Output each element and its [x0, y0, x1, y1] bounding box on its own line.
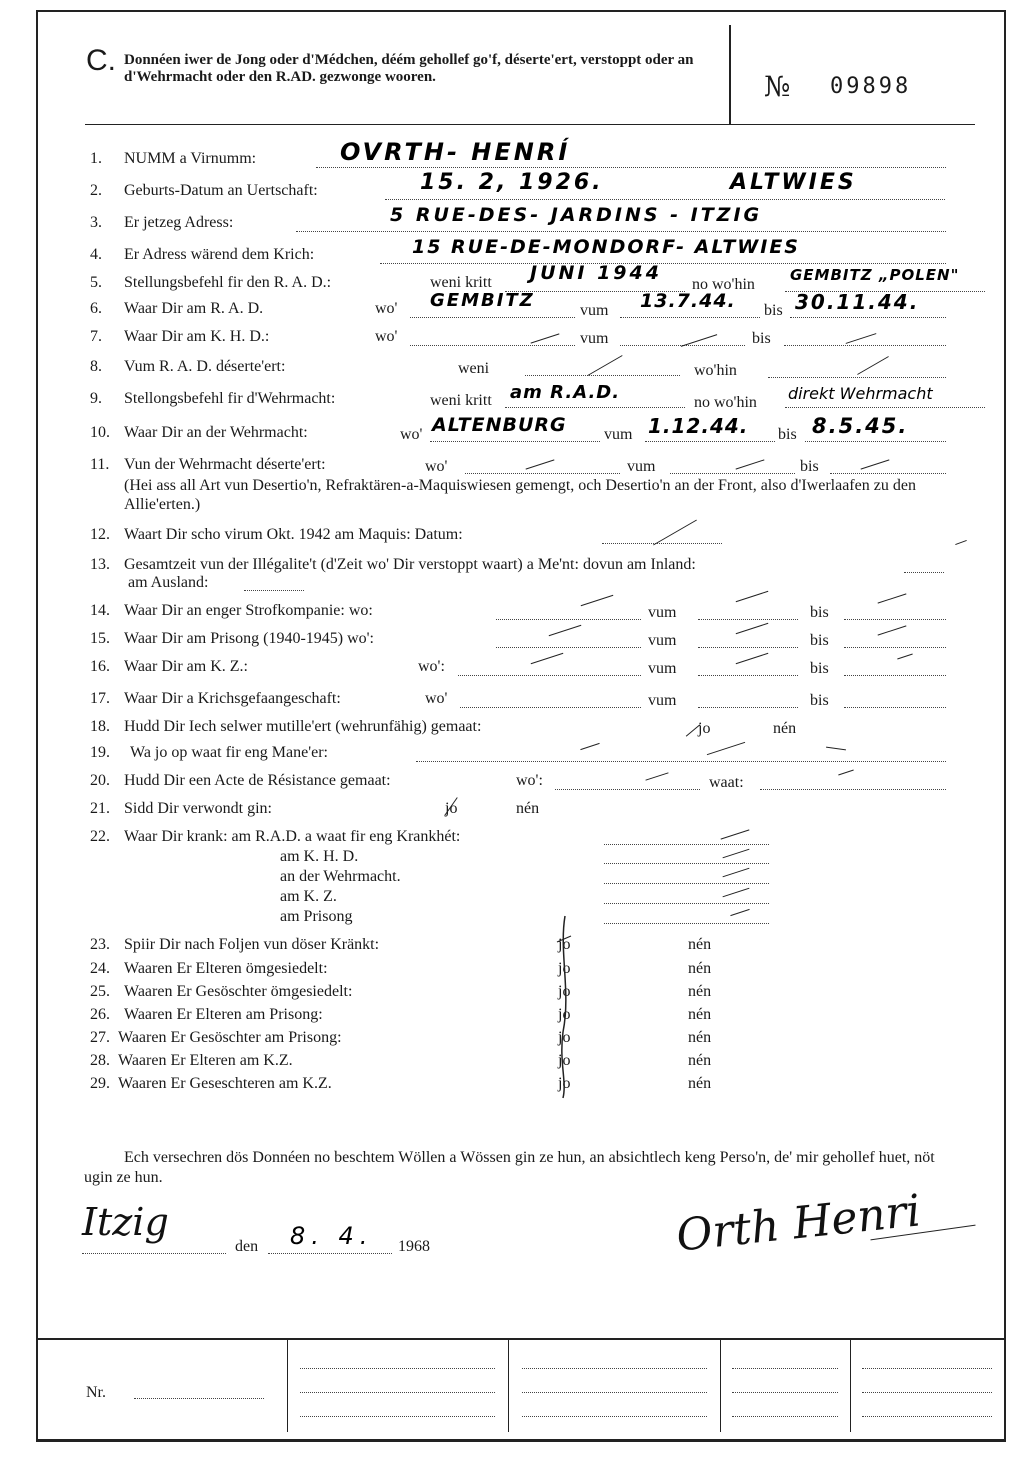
row-16-vum: vum	[648, 660, 677, 677]
row-18-jo[interactable]: jo	[698, 720, 711, 737]
row-23-jo[interactable]: jo	[558, 936, 571, 953]
row-11-line-b	[670, 473, 795, 474]
row-13-number: 13.	[90, 556, 110, 573]
row-6-line-b	[620, 317, 760, 318]
row-9-weni: weni kritt	[430, 392, 492, 409]
row-17-label: Waar Dir a Krichsgefaangeschaft:	[124, 690, 341, 707]
footer-line-b1	[522, 1368, 707, 1369]
footer-line-a2	[300, 1392, 495, 1393]
year-label: 1968	[398, 1238, 430, 1255]
place-line	[82, 1253, 226, 1254]
row-2-line	[385, 199, 945, 200]
footer-line-c2	[732, 1392, 838, 1393]
row-20-label: Hudd Dir een Acte de Résistance gemaat:	[124, 772, 391, 789]
row-6-label: Waar Dir am R. A. D.	[124, 300, 264, 317]
row-16-label: Waar Dir am K. Z.:	[124, 658, 248, 675]
row-21-jo[interactable]: jo	[445, 800, 458, 817]
row-21-label: Sidd Dir verwondt gin:	[124, 800, 272, 817]
den-label: den	[235, 1238, 259, 1255]
row-4-value[interactable]: 15 RUE-DE-MONDORF- ALTWIES	[412, 236, 800, 258]
footer-nr-label: Nr.	[86, 1384, 106, 1401]
row-7-line-c	[784, 345, 946, 346]
row-22-sub-4: am Prisong	[280, 908, 353, 925]
row-24-number: 24.	[90, 960, 110, 977]
footer-line-c3	[732, 1416, 838, 1417]
section-letter: C.	[86, 44, 116, 77]
row-26-jo[interactable]: jo	[558, 1006, 571, 1023]
row-14-line-c	[844, 619, 946, 620]
row-11-vum: vum	[627, 458, 656, 475]
row-25-jo[interactable]: jo	[558, 983, 571, 1000]
row-20-line-b	[760, 789, 946, 790]
row-23-nen[interactable]: nén	[688, 936, 712, 953]
row-9-line-b	[785, 407, 985, 408]
row-23-label: Spiir Dir nach Foljen vun döser Kränkt:	[124, 936, 380, 953]
row-4-line	[380, 263, 946, 264]
row-10-from[interactable]: 1.12.44.	[648, 414, 749, 438]
row-4-number: 4.	[90, 246, 102, 263]
row-15-line-b	[698, 647, 798, 648]
form-number: 09898	[830, 74, 912, 99]
row-20-wo: wo':	[516, 772, 543, 789]
row-15-line-c	[844, 647, 946, 648]
row-18-number: 18.	[90, 718, 110, 735]
footer-line-d2	[862, 1392, 992, 1393]
row-15-label: Waar Dir am Prisong (1940-1945) wo':	[124, 630, 374, 647]
row-16-number: 16.	[90, 658, 110, 675]
row-13-line-b	[244, 590, 304, 591]
footer-nr-line	[134, 1398, 264, 1399]
row-4-label: Er Adress wärend dem Krich:	[124, 246, 315, 263]
row-15-line-a	[496, 647, 641, 648]
row-16-line-c	[844, 675, 946, 676]
row-15-vum: vum	[648, 632, 677, 649]
row-22-sub-1: am K. H. D.	[280, 848, 359, 865]
row-14-vum: vum	[648, 604, 677, 621]
row-20-line-a	[555, 789, 700, 790]
row-6-bis: bis	[764, 302, 783, 319]
row-14-number: 14.	[90, 602, 110, 619]
row-8-line-a	[525, 375, 680, 376]
header-rule	[85, 124, 975, 125]
footer-line-c1	[732, 1368, 838, 1369]
row-10-label: Waar Dir an der Wehrmacht:	[124, 424, 308, 441]
footer-line-a3	[300, 1416, 495, 1417]
footer-line-d3	[862, 1416, 992, 1417]
jo-column-mark	[545, 912, 585, 1102]
footer-line-a1	[300, 1368, 495, 1369]
row-27-jo[interactable]: jo	[558, 1029, 571, 1046]
declaration-text: Ech versechren dös Donnéen no beschtem Wöllen a Wössen gin ze hun, an absichtlech keng Perso'n, de' mir gehollef huet, nöt ugin ze hun.	[84, 1149, 935, 1186]
row-13-label: Gesamtzeit vun der Illégalite't (d'Zeit wo' Dir verstoppt waart) a Me'nt: dovun am Inland:	[124, 556, 696, 573]
row-22-line-2	[604, 883, 769, 884]
row-17-number: 17.	[90, 690, 110, 707]
row-1-number: 1.	[90, 150, 102, 167]
row-10-bis: bis	[778, 426, 797, 443]
row-17-bis: bis	[810, 692, 829, 709]
row-11-label: Vun der Wehrmacht déserte'ert:	[124, 456, 326, 473]
row-10-wo: wo'	[400, 426, 423, 443]
row-5-value-2[interactable]: GEMBITZ „POLEN"	[790, 266, 960, 284]
footer-col-3	[720, 1338, 721, 1432]
row-20-number: 20.	[90, 772, 110, 789]
row-15-bis: bis	[810, 632, 829, 649]
date-line	[268, 1253, 392, 1254]
row-16-line-a	[458, 675, 641, 676]
row-3-value[interactable]: 5 RUE-DES- JARDINS - ITZIG	[390, 204, 763, 226]
row-6-wo: wo'	[375, 300, 398, 317]
row-6-number: 6.	[90, 300, 102, 317]
row-17-line-c	[844, 707, 946, 708]
row-3-label: Er jetzeg Adress:	[124, 214, 234, 231]
row-10-line-b	[645, 441, 775, 442]
row-7-line-a	[410, 345, 575, 346]
row-26-nen[interactable]: nén	[688, 1006, 712, 1023]
row-5-weni: weni kritt	[430, 274, 492, 291]
row-14-bis: bis	[810, 604, 829, 621]
row-24-label: Waaren Er Elteren ömgesiedelt:	[124, 960, 328, 977]
row-10-vum: vum	[604, 426, 633, 443]
row-11-line-a	[465, 473, 620, 474]
header-divider	[729, 25, 731, 125]
row-17-vum: vum	[648, 692, 677, 709]
footer-col-4	[850, 1338, 851, 1432]
row-27-label: Waaren Er Gesöschter am Prisong:	[118, 1029, 342, 1046]
row-1-label: NUMM a Virnumm:	[124, 150, 257, 167]
footer-line-b2	[522, 1392, 707, 1393]
row-5-value[interactable]: JUNI 1944	[530, 262, 662, 284]
row-17-wo: wo'	[425, 690, 448, 707]
row-13-line-a	[904, 572, 944, 573]
row-5-label: Stellungsbefehl fir den R. A. D.:	[124, 274, 332, 291]
row-10-line-a	[430, 441, 600, 442]
row-18-nen[interactable]: nén	[773, 720, 797, 737]
row-2-place[interactable]: ALTWIES	[730, 170, 857, 195]
row-2-date[interactable]: 15. 2, 1926.	[420, 170, 604, 195]
row-13-sub: am Ausland:	[128, 574, 209, 591]
row-24-nen[interactable]: nén	[688, 960, 712, 977]
row-20-waat: waat:	[709, 774, 744, 791]
row-6-from[interactable]: 13.7.44.	[640, 290, 736, 312]
place-handwritten[interactable]: Itzig	[82, 1200, 169, 1244]
footer-line-d1	[862, 1368, 992, 1369]
row-19-label: Wa jo op waat fir eng Mane'er:	[130, 744, 328, 761]
row-16-wo: wo':	[418, 658, 445, 675]
row-19-number: 19.	[90, 744, 110, 761]
row-10-number: 10.	[90, 424, 110, 441]
row-14-line-a	[496, 619, 641, 620]
row-10-line-c	[805, 441, 946, 442]
date-handwritten[interactable]: 8. 4.	[290, 1222, 374, 1250]
row-22-label: Waar Dir krank: am R.A.D. a waat fir eng Krankhét:	[124, 828, 461, 845]
row-28-label: Waaren Er Elteren am K.Z.	[118, 1052, 293, 1069]
row-22-line-1	[604, 863, 769, 864]
row-25-number: 25.	[90, 983, 110, 1000]
row-27-nen[interactable]: nén	[688, 1029, 712, 1046]
row-8-number: 8.	[90, 358, 102, 375]
row-5-number: 5.	[90, 274, 102, 291]
row-27-number: 27.	[90, 1029, 110, 1046]
row-8-weni: weni	[458, 360, 490, 377]
row-21-nen[interactable]: nén	[516, 800, 540, 817]
row-2-label: Geburts-Datum an Uertschaft:	[124, 182, 318, 199]
footer-col-1	[287, 1338, 288, 1432]
row-5-wohin: no wo'hin	[692, 276, 755, 293]
row-29-jo[interactable]: jo	[558, 1075, 571, 1092]
row-23-number: 23.	[90, 936, 110, 953]
row-22-line-0	[604, 844, 769, 845]
row-17-line-a	[460, 707, 641, 708]
row-25-label: Waaren Er Gesöschter ömgesiedelt:	[124, 983, 353, 1000]
row-12-line	[602, 543, 722, 544]
row-11-bis: bis	[800, 458, 819, 475]
row-8-line-b	[768, 377, 946, 378]
row-1-value[interactable]: OVRTH- HENRÍ	[340, 138, 571, 166]
row-7-vum: vum	[580, 330, 609, 347]
footer-col-2	[508, 1338, 509, 1432]
row-10-place[interactable]: ALTENBURG	[432, 414, 567, 436]
row-6-to[interactable]: 30.11.44.	[795, 290, 920, 314]
row-2-number: 2.	[90, 182, 102, 199]
row-29-number: 29.	[90, 1075, 110, 1092]
row-18-label: Hudd Dir Iech selwer mutille'ert (wehrunfähig) gemaat:	[124, 718, 482, 735]
row-19-line	[416, 761, 946, 762]
row-9-wohin: no wo'hin	[694, 394, 757, 411]
row-11-line-c	[830, 473, 946, 474]
header-text: Donnéen iwer de Jong oder d'Médchen, déém gehollef go'f, déserte'ert, verstoppt oder an d'Wehrmacht oder den R.AD. gezwonge wooren.	[124, 52, 694, 85]
row-7-bis: bis	[752, 330, 771, 347]
row-22-sub-3: am K. Z.	[280, 888, 337, 905]
row-22-sub-2: an der Wehrmacht.	[280, 868, 401, 885]
row-9-value[interactable]: am R.A.D.	[510, 382, 621, 403]
row-22-line-3	[604, 903, 769, 904]
row-21-number: 21.	[90, 800, 110, 817]
row-9-line-a	[505, 407, 685, 408]
row-16-bis: bis	[810, 660, 829, 677]
row-24-jo[interactable]: jo	[558, 960, 571, 977]
row-3-line	[296, 231, 946, 232]
row-3-number: 3.	[90, 214, 102, 231]
row-10-to[interactable]: 8.5.45.	[812, 414, 909, 438]
row-12-label: Waart Dir scho virum Okt. 1942 am Maquis: Datum:	[124, 526, 463, 543]
row-7-wo: wo'	[375, 328, 398, 345]
row-25-nen[interactable]: nén	[688, 983, 712, 1000]
row-15-number: 15.	[90, 630, 110, 647]
row-28-jo[interactable]: jo	[558, 1052, 571, 1069]
row-16-line-b	[698, 675, 798, 676]
row-9-number: 9.	[90, 390, 102, 407]
row-6-line-c	[790, 317, 946, 318]
row-14-label: Waar Dir an enger Strofkompanie: wo:	[124, 602, 373, 619]
row-9-value-2[interactable]: direkt Wehrmacht	[788, 384, 933, 403]
row-6-line-a	[410, 317, 575, 318]
row-7-label: Waar Dir am K. H. D.:	[124, 328, 270, 345]
row-17-line-b	[698, 707, 798, 708]
row-11-number: 11.	[90, 456, 110, 473]
row-22-line-4	[604, 923, 769, 924]
row-8-label: Vum R. A. D. déserte'ert:	[124, 358, 286, 375]
footer-line-b3	[522, 1416, 707, 1417]
row-6-place[interactable]: GEMBITZ	[430, 290, 535, 311]
row-14-line-b	[698, 619, 798, 620]
row-1-line	[316, 167, 946, 168]
row-9-label: Stellongsbefehl fir d'Wehrmacht:	[124, 390, 336, 407]
row-29-nen[interactable]: nén	[688, 1075, 712, 1092]
row-7-number: 7.	[90, 328, 102, 345]
row-29-label: Waaren Er Geseschteren am K.Z.	[118, 1075, 332, 1092]
row-28-nen[interactable]: nén	[688, 1052, 712, 1069]
row-26-number: 26.	[90, 1006, 110, 1023]
row-11-note: (Hei ass all Art vun Desertio'n, Refraktären-a-Maquiswiesen gemengt, och Desertio'n an der Front, also d'Iwerlaafen zu den Allie'erten.)	[124, 477, 916, 513]
row-8-wohin: wo'hin	[694, 362, 737, 379]
number-sign: №	[764, 70, 791, 103]
footer-rule	[36, 1338, 1006, 1340]
row-12-number: 12.	[90, 526, 110, 543]
row-22-number: 22.	[90, 828, 110, 845]
row-6-vum: vum	[580, 302, 609, 319]
row-28-number: 28.	[90, 1052, 110, 1069]
row-26-label: Waaren Er Elteren am Prisong:	[124, 1006, 323, 1023]
row-11-wo: wo'	[425, 458, 448, 475]
signature[interactable]: Orth Henri	[674, 1185, 923, 1262]
